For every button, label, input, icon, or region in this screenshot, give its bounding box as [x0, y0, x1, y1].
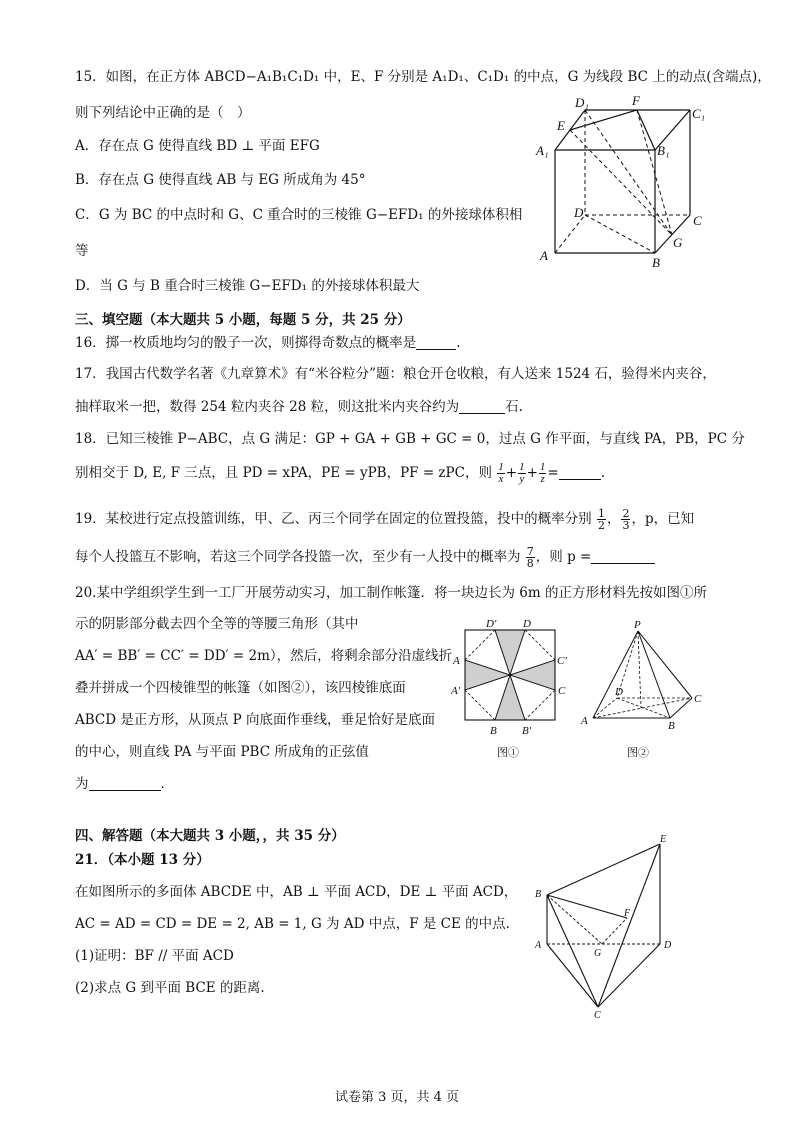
q18-plus-2: + — [526, 465, 538, 481]
figure-1-square — [450, 618, 570, 768]
q21-part2: (2)求点 G 到平面 BCE 的距离. — [75, 980, 265, 996]
q20-line3: AA′ = BB′ = CC′ = DD′ = 2m），然后，将剩余部分沿虚线折 — [75, 648, 453, 664]
q15-option-c-line1: C．G 为 BC 的中点时和 G、C 重合时的三棱锥 G−EFD₁ 的外接球体积相 — [75, 207, 523, 223]
q20-line6: 的中心，则直线 PA 与平面 PBC 所成角的正弦值 — [75, 744, 369, 760]
fig2-label-a: A — [581, 715, 588, 727]
cube-label-b: B — [652, 255, 660, 270]
q19-line2-end: ，则 p = — [535, 549, 592, 565]
fig1-label-c-prime: C′ — [557, 655, 567, 667]
page-footer: 试卷第 3 页，共 4 页 — [334, 1090, 460, 1105]
q17-line1: 17．我国古代数学名著《九章算术》有“米谷粒分”题：粮仓开仓收粮，有人送来 1524 石，验得米内夹谷， — [75, 366, 716, 382]
cube-label-e: E — [557, 118, 565, 133]
cube-label-c: C — [693, 213, 702, 228]
figure-2-pyramid — [575, 618, 705, 768]
q19-line1: 19．某校进行定点投篮训练，甲、乙、丙三个同学在固定的位置投篮，投中的概率分别 $\frac{1}{2}$ ， $\frac{2}{3}$ ，p，已知 — [75, 507, 695, 532]
cube-label-d1: D₁ — [575, 95, 589, 110]
cube-label-c1: C₁ — [692, 106, 706, 121]
q18-plus-1: + — [505, 465, 518, 481]
q15-line1: 15．如图，在正方体 ABCD−A₁B₁C₁D₁ 中，E、F 分别是 A₁D₁、C₁D₁ 的中点，G 为线段 BC 上的动点(含端点)， — [75, 69, 771, 85]
q15-option-d: D．当 G 与 B 重合时三棱锥 G−EFD₁ 的外接球体积最大 — [75, 278, 420, 294]
q19-frac-half: $\frac{1}{2}$ — [597, 507, 605, 532]
q18-line1: 18．已知三棱锥 P−ABC，点 G 满足：GP + GA + GB + GC = 0，过点 G 作平面，与直线 PA，PB，PC 分 — [75, 431, 745, 447]
fig1-label-c: C — [558, 685, 566, 697]
cube-label-b1: B₁ — [657, 143, 670, 158]
poly-label-g: G — [594, 948, 602, 959]
q16-end: . — [456, 335, 461, 351]
poly-label-c: C — [594, 1010, 601, 1021]
fig1-label-a-prime: A′ — [451, 685, 461, 697]
section-3-heading: 三、填空题（本大题共 5 小题，每题 5 分，共 25 分） — [75, 312, 411, 328]
q15-line2: 则下列结论中正确的是（ ） — [75, 105, 251, 121]
q19-frac-two-thirds: $\frac{2}{3}$ — [622, 507, 630, 532]
q20-line1: 20.某中学组织学生到一工厂开展劳动实习，加工制作帐篷．将一块边长为 6m 的正方形材料先按如图①所 — [75, 585, 707, 601]
fig2-label-p: P — [634, 619, 641, 631]
poly-label-e: E — [660, 834, 667, 845]
q18-line2-text: 别相交于 D, E, F 三点，且 PD = xPA，PE = yPB，PF = zPC，则 — [75, 465, 492, 481]
fig1-label-d-prime: D′ — [486, 618, 497, 630]
q21-heading: 21．（本小题 13 分） — [75, 852, 210, 868]
cube-label-g: G — [673, 235, 683, 250]
q19-blank — [591, 549, 655, 564]
q20-line7 — [75, 774, 174, 794]
q17-line2-end: 石. — [505, 399, 523, 415]
q18-line2 — [75, 462, 605, 485]
poly-label-b: B — [535, 889, 542, 900]
fig2-label-c: C — [694, 693, 702, 705]
cube-figure — [530, 95, 710, 275]
q19-line1-end: ，p，已知 — [631, 511, 695, 527]
cube-label-a1: A₁ — [536, 143, 549, 158]
q18-frac-y: $\frac{1}{y}$ — [519, 461, 525, 485]
q21-line2: AC = AD = CD = DE = 2, AB = 1, G 为 AD 中点，F 是 CE 的中点. — [75, 916, 510, 932]
q18-frac-z: $\frac{1}{z}$ — [539, 461, 546, 485]
q15-option-a: A．存在点 G 使得直线 BD ⊥ 平面 EFG — [75, 138, 320, 154]
q16-blank — [416, 335, 456, 350]
cube-label-d: D — [574, 205, 584, 220]
q19-line2 — [75, 546, 655, 569]
q20-line7-end: ． — [160, 776, 174, 792]
q15-option-b: B．存在点 G 使得直线 AB 与 EG 所成角为 45° — [75, 172, 366, 188]
section-4-heading: 四、解答题（本大题共 3 小题，，共 35 分） — [75, 828, 345, 844]
q20-line4: 叠并拼成一个四棱锥型的帐篷（如图②），该四棱锥底面 — [75, 680, 406, 696]
fig1-label-b: B — [490, 725, 497, 737]
q21-line1: 在如图所示的多面体 ABCDE 中，AB ⊥ 平面 ACD，DE ⊥ 平面 ACD， — [75, 884, 518, 900]
q19-line2-text: 每个人投篮互不影响，若这三个同学各投篮一次，至少有一人投中的概率为 — [75, 549, 521, 565]
poly-label-a: A — [535, 940, 542, 951]
q17-line2 — [75, 397, 523, 417]
figure-1-caption: 图① — [497, 747, 519, 759]
fig2-label-d: D — [615, 686, 623, 698]
q21-part1: (1)证明：BF // 平面 ACD — [75, 948, 234, 964]
q20-line7-text: 为 — [75, 776, 89, 792]
cube-label-a: A — [540, 248, 548, 263]
q18-frac-x: $\frac{1}{x}$ — [498, 461, 504, 485]
q19-frac-seven-eighths: $\frac{7}{8}$ — [526, 545, 534, 570]
q20-line5: ABCD 是正方形，从顶点 P 向底面作垂线，垂足恰好是底面 — [75, 712, 436, 728]
q18-end: . — [600, 465, 605, 481]
poly-label-d: D — [664, 940, 672, 951]
q18-blank — [559, 465, 601, 480]
q17-line2-text: 抽样取米一把，数得 254 粒内夹谷 28 粒，则这批米内夹谷约为 — [75, 399, 460, 415]
q16-text: 16．掷一枚质地均匀的骰子一次，则掷得奇数点的概率是 — [75, 335, 417, 351]
polyhedron-figure — [530, 832, 690, 1022]
poly-label-f: F — [624, 908, 631, 919]
q17-blank — [459, 399, 505, 414]
fig1-label-a: A — [453, 655, 460, 667]
q19-line1-text: 19．某校进行定点投篮训练，甲、乙、丙三个同学在固定的位置投篮，投中的概率分别 — [75, 511, 592, 527]
fig2-label-b: B — [668, 720, 675, 732]
q20-line2: 示的阴影部分截去四个全等的等腰三角形（其中 — [75, 616, 359, 632]
fig1-label-d: D — [523, 618, 531, 630]
q15-option-c-line2: 等 — [75, 243, 89, 259]
q20-blank — [89, 776, 161, 791]
q16 — [75, 333, 460, 353]
cube-label-f: F — [632, 95, 640, 108]
fig1-label-b-prime: B′ — [522, 725, 532, 737]
figure-2-caption: 图② — [627, 747, 649, 759]
q18-eq: = — [547, 465, 559, 481]
